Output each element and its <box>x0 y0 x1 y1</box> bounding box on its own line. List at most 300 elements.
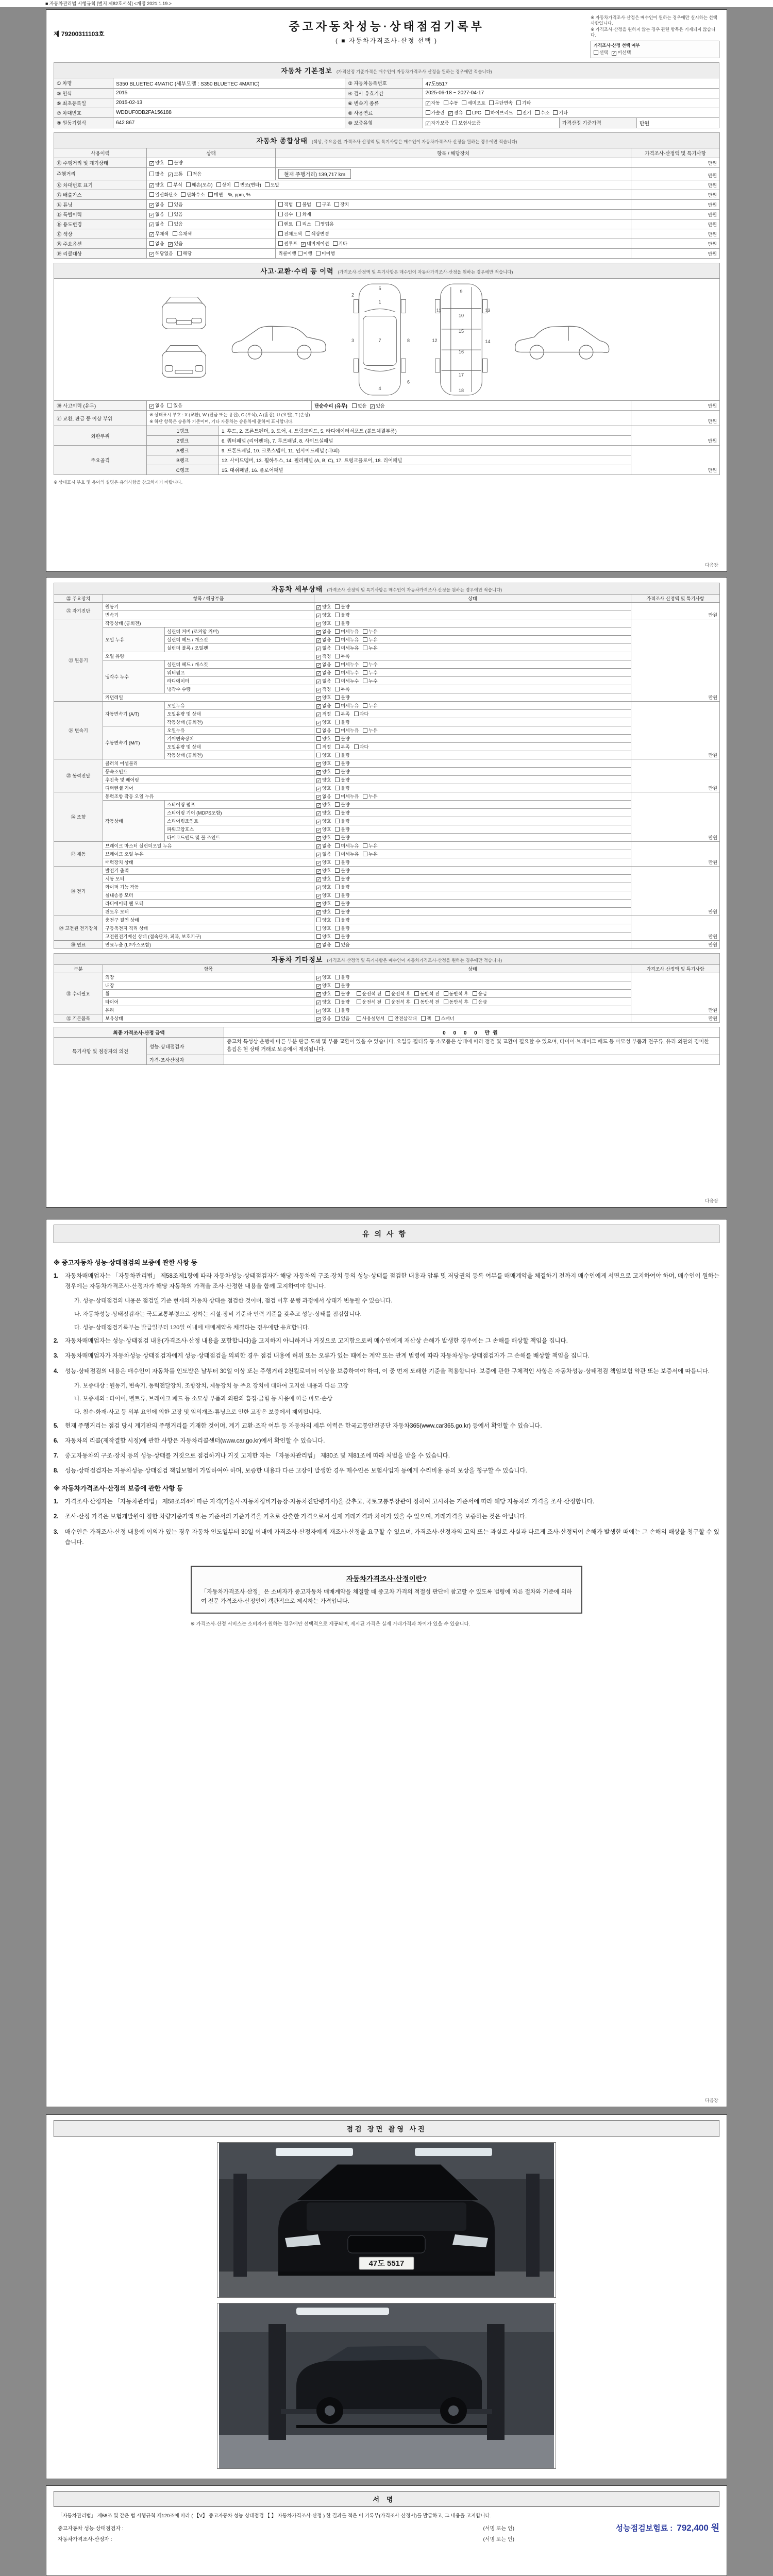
row-label: ⑯ 용도변경 <box>54 219 147 229</box>
item-label: 타이로드엔드 및 볼 조인트 <box>165 834 314 842</box>
checkbox-option[interactable]: 불량 <box>335 809 349 816</box>
checkbox-option[interactable]: 사용설명서 <box>357 1015 384 1022</box>
next-page-tag[interactable]: 다음장 <box>704 563 718 568</box>
checkbox-option[interactable]: 스패너 <box>435 1015 454 1022</box>
checkbox-option[interactable]: 전기 <box>517 109 531 116</box>
checkbox-option[interactable]: ✓ 적정 <box>317 654 331 659</box>
checkbox-option[interactable]: 부족 <box>335 743 349 750</box>
vehicle-detail-condition-table: 자동차 세부상태 (가격조사·산정액 및 특기사항은 매수인이 자동차가격조사·산정을 원하는 경우에만 적습니다) ㉒ 주요장치 항목 / 해당부품 상태 가격조사·산정액 및 특기사항 ㉒ 자기진단 원동기 ✓ 양호 불량 만원 변속기 ✓ 양호 불량 ㉓ 원동기 작동상태 (공회전) ✓ 양호 불량 만원 오일 누유 실린더 커버 (로커암 커버) ✓ 없음 미세누유 누유 실린더 헤드 / 개스킷 ✓ 없음 미세누유 누유 실린더 블록 / 오일팬 ✓ 없음 미세누유 누유 오일 유량 ✓ 적정 부족 냉각수 누수 실린더 헤드 / 개스킷 ✓ 없음 미세누수 누수 워터펌프 ✓ 없음 미세누수 누수 라디에이터 ✓ 없음 미세누수 누수 냉각수 수량 ✓ 적정 부족 커먼레일 ✓ 양호 불량 ㉔ 변속기 자동변속기 (A/T) 오일누유 ✓ 없음 미세누유 누유 만원 오일유량 및 상태 ✓ 적정 부족 과다 작동상태 (공회전) ✓ 양호 불량 수동변속기 (M/T) 오일누유 없음 미세누유 누유 기어변속장치 양호 불량 오일유량 및 상태 적정 부족 과다 작동상태 (공회전) 양호 불량 ㉕ 동력전달 클러치 어셈블리 ✓ 양호 불량 만원 등속조인트 ✓ 양호 불량 추진축 및 베어링 ✓ 양호 불량 디퍼렌셜 기어 ✓ 양호 불량 ㉖ 조향 동력조향 작동 오일 누유 ✓ 없음 미세누유 누유 만원 작동상태 스티어링 펌프 ✓ 양호 불량 스티어링 기어 (MDPS포함) ✓ 양호 불량 스티어링조인트 ✓ 양호 불량 파워고압호스 ✓ 양호 불량 타이로드엔드 및 볼 조인트 ✓ 양호 불량 ㉗ 제동 브레이크 마스터 실린더오일 누유 ✓ 없음 미세누유 누유 만원 브레이크 오일 누유 ✓ 없음 미세누유 누유 배력장치 상태 ✓ 양호 불량 ㉘ 전기 발전기 출력 ✓ 양호 불량 만원 시동 모터 ✓ 양호 불량 와이퍼 기능 작동 ✓ 양호 불량 실내송풍 모터 ✓ 양호 불량 라디에이터 팬 모터 ✓ 양호 불량 윈도우 모터 ✓ 양호 불량 ㉙ 고전원 전기장치 충전구 절연 상태 양호 불량 만원 구동축전지 격리 상태 양호 불량 고전원전기배선 상태 (접속단자, 피복, 보호기구) 양호 불량 ㉚ 연료 연료누출 (LP가스포함) ✓ 없음 있음 만원 <box>54 583 720 949</box>
panel-number: 3 <box>351 337 354 343</box>
field-value: 만원 <box>636 117 719 128</box>
item-label: 와이퍼 기능 작동 <box>103 883 314 891</box>
checkbox-option[interactable]: 양호 <box>316 917 331 923</box>
status-options <box>314 842 631 850</box>
item-label: 오일누유 <box>165 702 314 710</box>
checkbox-option[interactable]: ✓ 없음 <box>317 942 331 948</box>
checkbox-option[interactable]: ✓ 없음 <box>317 843 331 849</box>
checkbox-option[interactable]: 많음 <box>149 171 164 177</box>
header-note-1: ※ 자동차가격조사·산정은 매수인이 원하는 경우에만 실시하는 선택 사항입니다. <box>591 15 717 26</box>
checkbox-box: ✓ <box>317 861 321 866</box>
price-cell: 만원 <box>631 973 720 1014</box>
checkbox-option[interactable]: 불량 <box>335 620 349 626</box>
checkbox-box: ✓ <box>150 183 154 189</box>
notice-subtitle: ※ 자동차가격조사·산정의 보증에 관한 사항 등 <box>54 1485 183 1493</box>
checkbox-option[interactable]: ✓ 적정 <box>317 687 331 692</box>
checkbox-option[interactable]: ✓ 양호 <box>317 810 331 816</box>
checkbox-option[interactable]: 불량 <box>335 884 349 890</box>
price-cell: 만원 <box>631 248 720 258</box>
column-header: 상태 <box>147 148 276 158</box>
checkbox-option[interactable]: 무단변속 <box>489 99 513 106</box>
checkbox-option[interactable]: 불량 <box>335 998 349 1005</box>
panel-items: 6. 쿼터패널 (리어펜더), 7. 루프패널, 8. 사이드실패널 <box>219 436 631 446</box>
checkbox-option[interactable]: 없음 <box>316 727 331 734</box>
checkbox-box: ✓ <box>317 910 321 915</box>
checkbox-box <box>363 728 367 733</box>
item-label: 오일 유량 <box>103 652 314 660</box>
checkbox-option[interactable]: ✓ 없음 <box>150 403 164 409</box>
checkbox-box <box>357 991 361 996</box>
checkbox-option[interactable]: 누유 <box>363 851 377 857</box>
checkbox-option[interactable]: 미세누유 <box>335 842 359 849</box>
inspector-signature-line[interactable] <box>58 2524 545 2532</box>
checkbox-option[interactable]: 동반석 후 <box>444 998 468 1005</box>
checkbox-option[interactable]: 하이브리드 <box>485 109 513 116</box>
checkbox-option[interactable]: ✓ 양호 <box>317 613 331 618</box>
checkbox-option[interactable]: ✓ 없음 <box>150 222 164 228</box>
checkbox-option[interactable]: 누유 <box>363 628 377 635</box>
checkbox-option[interactable]: ✓ 양호 <box>317 860 331 866</box>
checkbox-option[interactable]: ✓ 양호 <box>317 769 331 775</box>
checkbox-option[interactable]: 불법 <box>296 201 311 208</box>
price-cell: 만원 <box>631 916 720 941</box>
checkbox-option[interactable]: 수소 <box>535 109 549 116</box>
checkbox-option[interactable]: 불량 <box>335 818 349 824</box>
checkbox-option[interactable]: 과다 <box>354 710 368 717</box>
checkbox-option[interactable]: 미세누유 <box>335 793 359 800</box>
checkbox-option[interactable]: 해당 <box>177 250 192 257</box>
checkbox-option[interactable]: ✓ 해당없음 <box>150 251 173 257</box>
checkbox-option[interactable]: 영업용 <box>315 221 334 227</box>
checkbox-option[interactable]: 불량 <box>335 900 349 907</box>
checkbox-option[interactable]: ✓ 없음 <box>150 202 164 208</box>
checkbox-box <box>335 679 340 683</box>
checkbox-option[interactable]: 선택 <box>594 49 608 56</box>
checkbox-option[interactable]: 불량 <box>335 735 349 742</box>
checkbox-option[interactable]: 잭 <box>421 1015 431 1022</box>
checkbox-box: ✓ <box>317 713 321 717</box>
checkbox-option[interactable]: 미세누유 <box>335 702 359 709</box>
checkbox-option[interactable]: 불량 <box>168 159 182 166</box>
checkbox-option[interactable]: ✓ 양호 <box>317 909 331 915</box>
notice-subitem: 가. 보증대상 : 원동기, 변속기, 동력전달장치, 조향장치, 제동장치 등 주요 장치에 대하여 고지한 내용과 다른 고장 <box>74 1382 348 1389</box>
notice-item: 2. 조사·산정 가격은 보험개발원이 정한 차량기준가액 또는 기준서의 기준가격을 기초로 산출한 가격으로서 실제 거래가격과 차이가 있을 수 있으며, 거래가격을 보증하는 것은 아닙니다. <box>54 1514 527 1520</box>
checkbox-option[interactable]: 상이 <box>216 181 231 188</box>
checkbox-option[interactable]: ✓ 양호 <box>317 827 331 833</box>
appraiser-signature-line[interactable] <box>58 2535 545 2543</box>
checkbox-option[interactable]: 장치 <box>334 201 349 208</box>
checkbox-option[interactable]: 화재 <box>296 211 311 217</box>
checkbox-option[interactable]: 미이행 <box>316 250 335 257</box>
checkbox-box <box>335 835 340 840</box>
checkbox-option[interactable]: 보험사보증 <box>452 120 480 126</box>
checkbox-option[interactable]: 누유 <box>363 636 377 643</box>
checkbox-option[interactable]: ✓ 없음 <box>150 212 164 218</box>
checkbox-option[interactable]: ✓ 양호 <box>317 621 331 626</box>
checkbox-option[interactable]: 있음 <box>167 402 182 409</box>
checkbox-option[interactable]: ✓ 있음 <box>169 241 183 247</box>
checkbox-option[interactable]: 구조 <box>316 201 331 208</box>
checkbox-option[interactable]: 유채색 <box>173 230 192 237</box>
status-options <box>314 981 631 990</box>
device-group-label: ㉗ 제동 <box>54 842 103 867</box>
checkbox-option[interactable]: ✓ 양호 <box>317 893 331 899</box>
item-label: 오일유량 및 상태 <box>165 710 314 718</box>
checkbox-option[interactable]: 없음 <box>335 1015 349 1022</box>
column-header: 항목 / 해당장치 <box>276 148 631 158</box>
checkbox-option[interactable]: 누유 <box>363 727 377 734</box>
checkbox-option[interactable]: ✓ 양호 <box>317 1008 331 1013</box>
column-header: 사용이력 <box>54 148 147 158</box>
checkbox-option[interactable]: 불량 <box>335 990 349 997</box>
checkbox-box: ✓ <box>426 121 430 126</box>
panel-number: 4 <box>378 385 381 391</box>
checkbox-option[interactable]: 수동 <box>444 99 458 106</box>
checkbox-option[interactable]: 응급 <box>473 998 487 1005</box>
checkbox-option[interactable]: ✓ 양호 <box>317 983 331 989</box>
status-options <box>314 776 631 784</box>
status-options <box>314 693 631 702</box>
checkbox-option[interactable]: 적법 <box>278 201 293 208</box>
checkbox-option[interactable]: 불량 <box>335 925 349 931</box>
price-cell: 만원 <box>631 209 720 219</box>
checkbox-box <box>316 251 321 256</box>
item-label: 내장 <box>103 981 314 990</box>
checkbox-option[interactable]: ✓ 무채색 <box>150 231 169 238</box>
checkbox-option[interactable]: 불량 <box>335 603 349 610</box>
status-options <box>314 990 631 998</box>
checkbox-option[interactable]: 불량 <box>335 908 349 915</box>
checkbox-option[interactable]: ✓ 양호 <box>150 160 164 166</box>
vehicle-basic-info-table <box>54 62 719 128</box>
checkbox-option[interactable]: 불량 <box>335 859 349 866</box>
checkbox-option[interactable]: 양호 <box>316 925 331 931</box>
panel-number: 16 <box>458 349 464 355</box>
checkbox-option[interactable]: 전체도색 <box>278 230 302 237</box>
checkbox-option[interactable]: 누수 <box>363 669 377 676</box>
checkbox-option[interactable]: 동반석 전 <box>414 990 439 997</box>
checkbox-option[interactable]: 침수 <box>278 211 293 217</box>
checkbox-option[interactable]: 양호 <box>316 735 331 742</box>
status-options <box>314 669 631 677</box>
checkbox-option[interactable]: ✓ 없음 <box>317 662 331 668</box>
checkbox-option[interactable]: ✓ 양호 <box>317 720 331 725</box>
checkbox-option[interactable]: 누유 <box>363 645 377 651</box>
checkbox-box <box>485 110 490 115</box>
checkbox-option[interactable]: 과다 <box>354 743 368 750</box>
column-header: 가격조사·산정액 및 특기사항 <box>631 148 720 158</box>
panel-number: 5 <box>378 285 381 291</box>
checkbox-option[interactable]: 미세누수 <box>335 677 359 684</box>
checkbox-option[interactable]: 적정 <box>316 743 331 750</box>
checkbox-option[interactable]: 있음 <box>168 211 182 217</box>
item-label: 파워고압호스 <box>165 825 314 834</box>
checkbox-option[interactable]: ✓ 양호 <box>317 975 331 980</box>
checkbox-box <box>357 1016 361 1021</box>
checkbox-option[interactable]: ✓ 양호 <box>150 182 164 189</box>
checkbox-option[interactable]: ✓ 양호 <box>317 835 331 841</box>
checkbox-option[interactable]: 불량 <box>335 694 349 701</box>
checkbox-option[interactable]: 없음 <box>149 240 164 247</box>
checkbox-option[interactable]: 부족 <box>335 710 349 717</box>
checkbox-option[interactable]: ✓ 양호 <box>317 777 331 783</box>
checkbox-box <box>335 761 340 766</box>
checkbox-box <box>414 999 419 1004</box>
checkbox-option[interactable]: 있음 <box>168 201 182 208</box>
checkbox-box <box>335 703 340 708</box>
checkbox-option[interactable]: 운전석 전 <box>357 990 381 997</box>
checkbox-option[interactable]: 이행 <box>298 250 312 257</box>
checkbox-option[interactable]: 누유 <box>363 842 377 849</box>
checkbox-option[interactable]: ✓ 양호 <box>317 999 331 1005</box>
checkbox-option[interactable]: 누유 <box>363 702 377 709</box>
rank-label: 2랭크 <box>147 436 219 446</box>
checkbox-option[interactable]: ✓ 양호 <box>317 819 331 824</box>
checkbox-option[interactable]: 불량 <box>335 826 349 833</box>
checkbox-option[interactable]: ✓ 없음 <box>317 637 331 643</box>
definition-box-text: 「자동차가격조사·산정」은 소비자가 중고자동차 매매계약을 체결할 때 중고차 가격의 적절성 판단에 참고할 수 있도록 법령에 따른 절차와 기준에 의하여 전문 가격조사·산정인이 객관적으로 제시하는 가격입니다. <box>201 1588 572 1605</box>
checkbox-option[interactable]: 도말 <box>265 181 279 188</box>
checkbox-option[interactable]: 없음 <box>352 402 366 409</box>
checkbox-option[interactable]: 훼손(오손) <box>186 181 213 188</box>
item-label: 작동상태 (공회전) <box>165 718 314 726</box>
checkbox-option[interactable]: 불량 <box>335 719 349 725</box>
checkbox-option[interactable]: 기타 <box>516 99 531 106</box>
checkbox-option[interactable]: 부족 <box>335 653 349 659</box>
checkbox-option[interactable]: 불량 <box>335 834 349 841</box>
checkbox-box <box>335 827 340 832</box>
checkbox-option[interactable]: 누수 <box>363 661 377 668</box>
checkbox-box: ✓ <box>317 820 321 824</box>
checkbox-option[interactable]: 안전삼각대 <box>389 1015 416 1022</box>
checkbox-box <box>298 251 303 256</box>
checkbox-option[interactable]: 운전석 전 <box>357 998 381 1005</box>
checkbox-option[interactable]: 운전석 후 <box>385 990 410 997</box>
status-options <box>314 900 631 908</box>
checkbox-box <box>278 222 283 226</box>
checkbox-option[interactable]: 미세누수 <box>335 661 359 668</box>
checkbox-option[interactable]: 세미오토 <box>462 99 485 106</box>
definition-box-title: 자동차가격조사·산정이란? <box>346 1574 427 1583</box>
checkbox-option[interactable]: 불량 <box>335 982 349 989</box>
panel-number: 7 <box>378 337 381 343</box>
checkbox-option[interactable]: 누유 <box>363 793 377 800</box>
checkbox-option[interactable]: ✓ 네비게이션 <box>301 241 329 247</box>
checkbox-option[interactable]: ✓ 양호 <box>317 604 331 610</box>
checkbox-option[interactable]: ✓ 양호 <box>317 876 331 882</box>
status-options <box>314 751 631 759</box>
checkbox-option[interactable]: ✓ 없음 <box>317 703 331 709</box>
checkbox-option[interactable]: 불량 <box>335 801 349 808</box>
checkbox-option[interactable]: 미세누유 <box>335 727 359 734</box>
checkbox-option[interactable]: 미세누유 <box>335 851 359 857</box>
checkbox-box <box>316 202 321 207</box>
checkbox-box <box>335 662 340 667</box>
checkbox-option[interactable]: ✓ 자동 <box>426 100 440 107</box>
checkbox-option[interactable]: ✓ 양호 <box>317 802 331 808</box>
checkbox-option[interactable]: ✓ 없음 <box>317 794 331 800</box>
field-label: ⑧ 사용연료 <box>345 108 423 117</box>
checkbox-option[interactable]: 썬루프 <box>278 240 297 247</box>
checkbox-option[interactable]: 불량 <box>335 785 349 791</box>
checkbox-option[interactable]: 기타 <box>333 240 347 247</box>
checkbox-option[interactable]: 미세누유 <box>335 628 359 635</box>
appraiser-seal-hint: (서명 또는 인) <box>483 2537 514 2543</box>
checkbox-option[interactable]: 불량 <box>335 917 349 923</box>
checkbox-option[interactable]: 탄화수소 <box>181 191 205 198</box>
checkbox-option[interactable]: 운전석 후 <box>385 998 410 1005</box>
checkbox-option[interactable]: 일산화탄소 <box>149 191 177 198</box>
checkbox-option[interactable]: 변조(변타) <box>234 181 261 188</box>
checkbox-option[interactable]: ✓ 있음 <box>317 1016 331 1022</box>
checkbox-option[interactable]: ✓ 양호 <box>317 991 331 997</box>
checkbox-option[interactable]: ✓ 없음 <box>317 646 331 651</box>
checkbox-option[interactable]: 불량 <box>335 933 349 940</box>
notice-item: 3. 자동차매매업자가 자동차성능·상태점검자에게 성능·상태점검을 의뢰한 경우 점검 내용에 허위 또는 오류가 있는 때에는 계약 또는 관계 법령에 따라 자동차성능·상태점검자가 그 손해를 배상할 책임을 집니다. <box>54 1353 590 1360</box>
state-code-legend <box>147 410 631 426</box>
checkbox-box: ✓ <box>317 877 321 882</box>
checkbox-option[interactable]: 미세누유 <box>335 645 359 651</box>
checkbox-option[interactable]: 응급 <box>473 990 487 997</box>
rank-label: 1랭크 <box>147 426 219 436</box>
status-options <box>147 158 276 167</box>
checkbox-box: ✓ <box>317 869 321 874</box>
status-options <box>314 998 631 1006</box>
checkbox-option[interactable]: 적음 <box>187 171 201 177</box>
checkbox-option[interactable]: 불량 <box>335 892 349 899</box>
checkbox-box <box>335 810 340 815</box>
item-label: 유리 <box>103 1006 314 1014</box>
form-subtitle: ( ■ 자동차가격조사·산정 선택 ) <box>335 37 438 44</box>
checkbox-box <box>335 876 340 881</box>
checkbox-option[interactable]: 불량 <box>335 776 349 783</box>
checkbox-option[interactable]: 불량 <box>335 768 349 775</box>
item-label: 윈도우 모터 <box>103 908 314 916</box>
checkbox-box: ✓ <box>317 688 321 692</box>
law-statement: 「자동차관리법」 제58조 및 같은 법 시행규칙 제120조에 따라 ( 【V】 중고자동차 성능·상태점검 【 】 자동차가격조사·산정 ) 한 결과를 적은 이 기록부(가격조사·산정서)를 발급하고, 그 내용을 고지합니다. <box>58 2513 492 2519</box>
checkbox-box: ✓ <box>150 213 154 218</box>
checkbox-box <box>444 991 448 996</box>
checkbox-option[interactable]: 있음 <box>168 221 182 227</box>
next-page-tag[interactable]: 다음장 <box>704 2098 718 2103</box>
checkbox-option[interactable]: ✓ 자가보증 <box>426 120 449 126</box>
checkbox-option[interactable]: ✓ 보통 <box>169 171 183 177</box>
checkbox-option[interactable]: 불량 <box>335 760 349 767</box>
checkbox-option[interactable]: 색상변경 <box>306 230 329 237</box>
checkbox-option[interactable]: 부식 <box>167 181 182 188</box>
checkbox-option[interactable]: ✓ 없음 <box>317 852 331 857</box>
status-options <box>147 229 276 239</box>
checkbox-box <box>335 769 340 774</box>
checkbox-option[interactable]: 매연 <box>208 191 223 198</box>
checkbox-box <box>473 999 477 1004</box>
checkbox-box <box>363 670 367 675</box>
checkbox-option[interactable]: ✓ 양호 <box>317 885 331 890</box>
checkbox-option[interactable]: ✓ 미선택 <box>612 50 631 56</box>
checkbox-box: ✓ <box>317 984 321 989</box>
checkbox-option[interactable]: 가솔린 <box>426 109 445 116</box>
checkbox-option[interactable]: ✓ 양호 <box>317 868 331 874</box>
item-label: 휠 <box>103 990 314 998</box>
inspector-role-label: 성능·상태점검자 <box>147 1038 224 1055</box>
checkbox-option[interactable]: 미세누유 <box>335 636 359 643</box>
checkbox-option[interactable]: ✓ 적정 <box>317 711 331 717</box>
next-page-tag[interactable]: 다음장 <box>704 1198 718 1204</box>
panel-number: 1 <box>378 299 381 305</box>
checkbox-option[interactable]: 미세누수 <box>335 669 359 676</box>
form-title: 중고자동차성능·상태점검기록부 <box>289 20 484 33</box>
checkbox-option[interactable]: 동반석 전 <box>414 998 439 1005</box>
checkbox-option[interactable]: LPG <box>466 110 481 115</box>
item-label: 오일유량 및 상태 <box>165 743 314 751</box>
device-group-label: ㉘ 전기 <box>54 867 103 916</box>
checkbox-option[interactable]: ✓ 있음 <box>371 403 385 409</box>
checkbox-option[interactable]: 기타 <box>553 109 567 116</box>
checkbox-option[interactable]: 리스 <box>296 221 311 227</box>
price-cell: 만원 <box>631 619 720 702</box>
checkbox-option[interactable]: ✓ 양호 <box>317 901 331 907</box>
status-options <box>314 850 631 858</box>
row-label: 주행거리 <box>54 167 147 180</box>
status-options <box>314 710 631 718</box>
checkbox-option[interactable]: ✓ 없음 <box>317 629 331 635</box>
checkbox-option[interactable]: 양호 <box>316 933 331 940</box>
section-header: 자동차 세부상태 (가격조사·산정액 및 특기사항은 매수인이 자동차가격조사·산정을 원하는 경우에만 적습니다) <box>54 583 720 595</box>
checkbox-option[interactable]: 누수 <box>363 677 377 684</box>
checkbox-box <box>306 231 310 236</box>
page-5-signature <box>46 2485 727 2576</box>
checkbox-box <box>335 777 340 782</box>
panel-number: 14 <box>484 338 491 344</box>
checkbox-box <box>335 687 340 691</box>
checkbox-option[interactable]: ✓ 양호 <box>317 695 331 701</box>
panel-group-label: 외판부위 <box>54 426 147 446</box>
checkbox-option[interactable]: 불량 <box>335 612 349 618</box>
status-options <box>314 924 631 933</box>
checkbox-option[interactable]: 동반석 후 <box>444 990 468 997</box>
status-options <box>314 636 631 644</box>
checkbox-option[interactable]: 불량 <box>335 974 349 980</box>
checkbox-option[interactable]: 불량 <box>335 875 349 882</box>
checkbox-option[interactable]: 불량 <box>335 1007 349 1013</box>
checkbox-box <box>316 926 321 930</box>
checkbox-box <box>296 212 301 216</box>
checkbox-option[interactable]: 양호 <box>316 752 331 758</box>
item-label: 워터펌프 <box>165 669 314 677</box>
field-label: ⑩ 보증유형 <box>345 117 423 128</box>
checkbox-option[interactable]: 렌트 <box>278 221 293 227</box>
checkbox-option[interactable]: 부족 <box>335 686 349 692</box>
checkbox-option[interactable]: ✓ 없음 <box>317 670 331 676</box>
checkbox-option[interactable]: ✓ 양호 <box>317 761 331 767</box>
checkbox-option[interactable]: 불량 <box>335 867 349 874</box>
checkbox-option[interactable]: ✓ 없음 <box>317 679 331 684</box>
checkbox-option[interactable]: ✓ 경유 <box>448 110 463 116</box>
checkbox-option[interactable]: 있음 <box>335 941 349 948</box>
checkbox-option[interactable]: 불량 <box>335 752 349 758</box>
legend-line-1: ※ 상태표시 부호 : X (교환), W (판금 또는 용접), C (부식), A (흠집), U (요철), T (손상) <box>149 412 310 417</box>
checkbox-option[interactable]: ✓ 양호 <box>317 786 331 791</box>
